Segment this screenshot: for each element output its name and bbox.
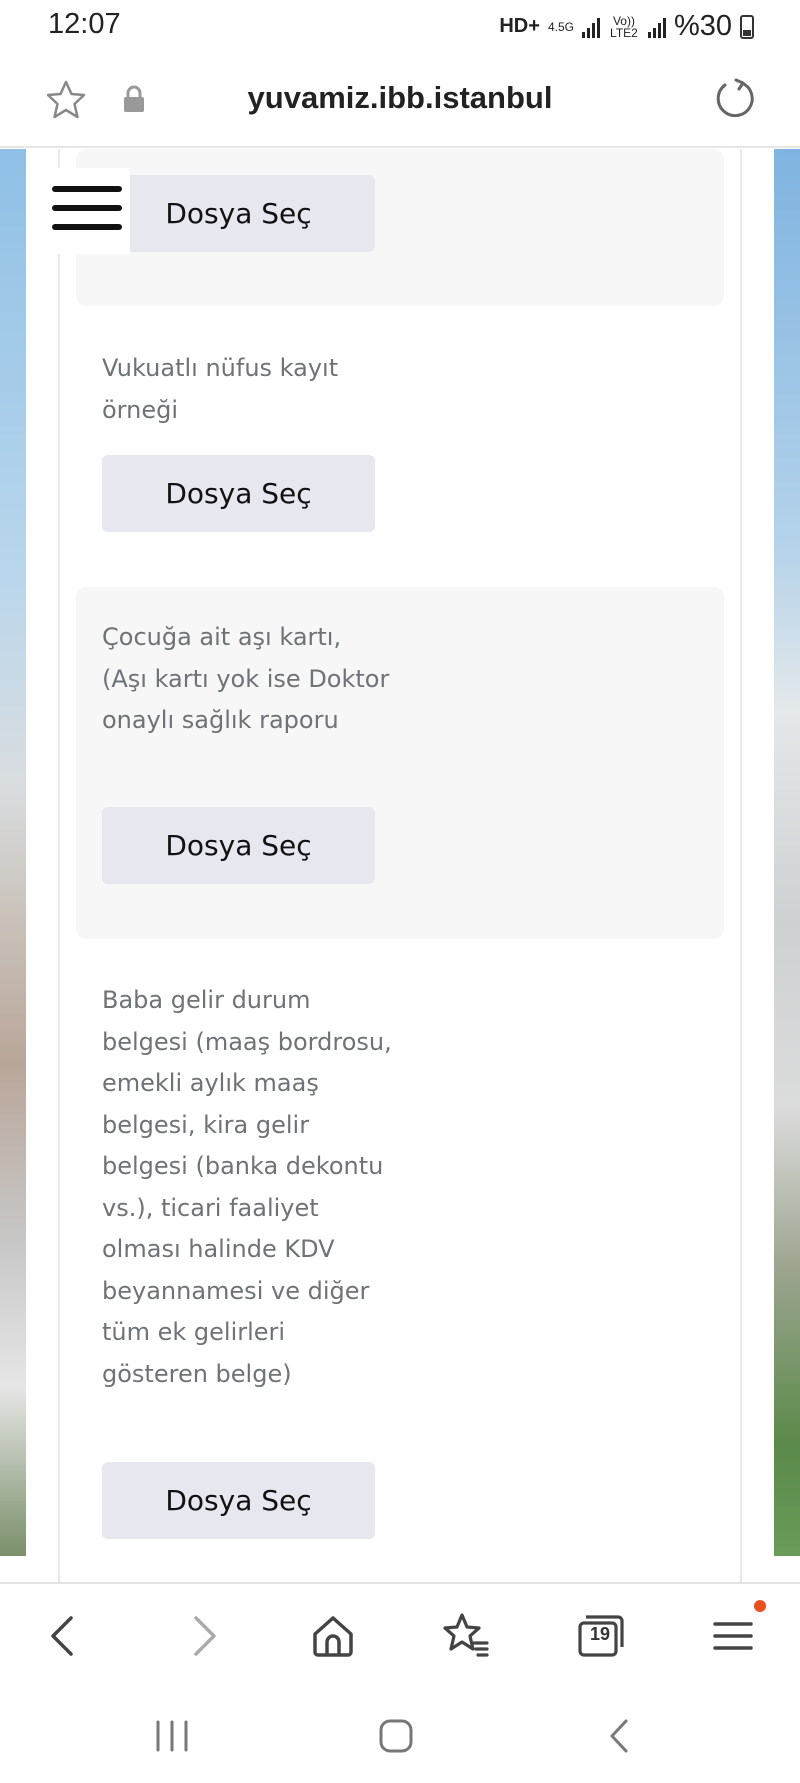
file-select-button[interactable]: Dosya Seç [102,1462,375,1539]
tabs-count: 19 [589,1624,611,1644]
status-bar [0,0,800,56]
signal-icon [582,16,600,38]
site-menu-button[interactable] [50,168,130,254]
document-label: Vukuatlı nüfus kayıt örneği [102,354,339,424]
home-icon[interactable] [307,1610,359,1662]
menu-icon[interactable] [707,1610,759,1662]
bookmarks-icon[interactable] [440,1610,492,1662]
file-select-button[interactable]: Dosya Seç [102,455,375,532]
notification-dot [754,1600,766,1612]
document-label: Çocuğa ait aşı kartı, (Aşı kartı yok ise Doktor onaylı sağlık raporu [102,623,390,734]
reload-icon[interactable] [712,76,758,122]
status-time: 12:07 [48,8,121,40]
recents-icon[interactable] [152,1716,192,1756]
hd-voice-icon: HD+ [499,15,540,37]
document-label: Baba gelir durum belgesi (maaş bordrosu, emekli aylık maaş belgesi, kira gelir belgesi (banka dekontu vs.), ticari faaliyet olması halinde KDV beyannamesi ve diğer tüm ek gelirleri gösteren belge) [102,986,392,1388]
form-border-left [58,149,60,1582]
file-select-button[interactable]: Dosya Seç [102,175,375,252]
browser-toolbar [0,1582,800,1686]
network-type-label: 4.5G [547,19,574,34]
home-icon[interactable] [376,1716,416,1756]
signal-icon-2 [648,16,666,38]
background-image-left [0,149,26,1556]
back-icon[interactable] [600,1716,640,1756]
url-bar [0,56,800,148]
back-icon[interactable] [39,1610,91,1662]
status-icons [499,10,754,43]
file-select-button[interactable]: Dosya Seç [102,807,375,884]
volte-label: Vo)) LTE2 [610,13,638,40]
battery-percent: %30 [673,10,732,42]
form-border-right [740,149,742,1582]
battery-icon [740,15,754,39]
system-navigation-bar [0,1686,800,1783]
forward-icon[interactable] [176,1610,228,1662]
tabs-button[interactable] [574,1610,626,1662]
background-image-right [774,149,800,1556]
page-viewport[interactable] [0,149,800,1582]
url-text[interactable]: yuvamiz.ibb.istanbul [247,80,553,115]
